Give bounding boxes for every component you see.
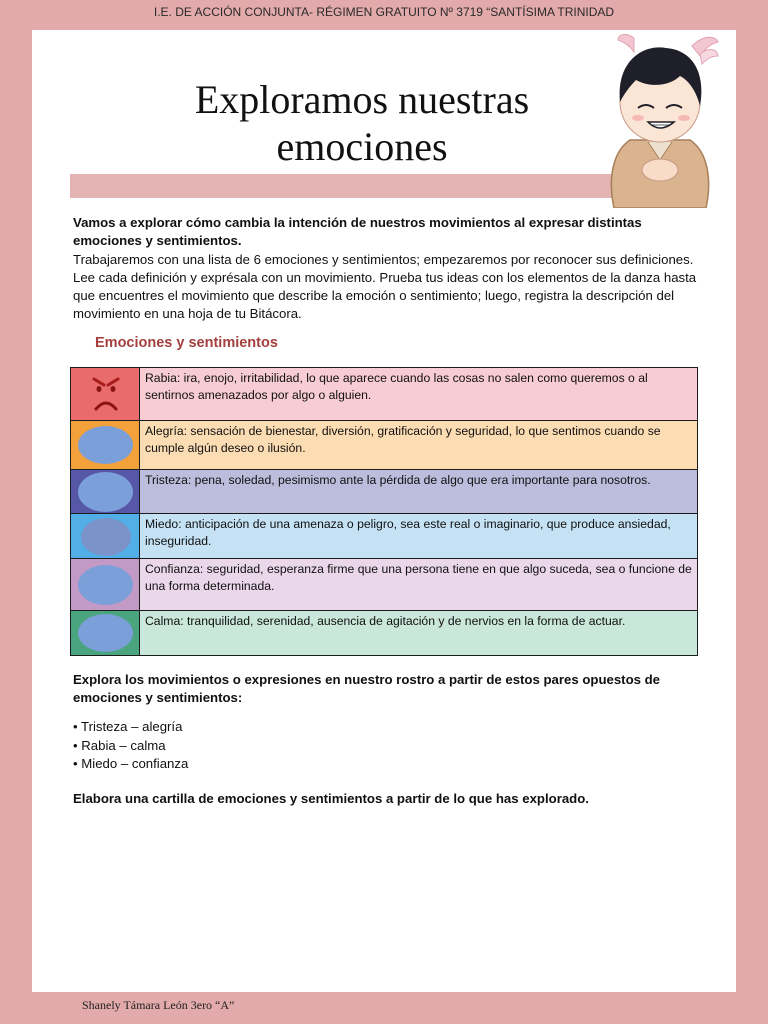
school-header: I.E. DE ACCIÓN CONJUNTA- RÉGIMEN GRATUITO Nº 3719 “SANTÍSIMA TRINIDAD xyxy=(153,5,615,19)
blue-oval-icon xyxy=(78,426,133,464)
student-name-footer: Shanely Támara León 3ero “A” xyxy=(82,998,235,1012)
blue-oval-icon xyxy=(78,565,133,605)
emotions-table xyxy=(70,367,698,656)
emotion-icon-cell xyxy=(71,421,140,470)
emotion-icon-cell xyxy=(71,611,140,656)
emotion-definition: Alegría: sensación de bienestar, diversión, gratificación y seguridad, lo que sentimos cuando se cumple algún deseo o ilusión. xyxy=(140,421,698,470)
task-instruction: Elabora una cartilla de emociones y sentimientos a partir de lo que has explorado. xyxy=(73,791,589,806)
emotion-definition: Calma: tranquilidad, serenidad, ausencia de agitación y de nervios en la forma de actuar. xyxy=(140,611,698,656)
emotion-row-rabia xyxy=(71,368,698,421)
blue-oval-icon xyxy=(78,472,133,512)
section-title: Emociones y sentimientos xyxy=(95,335,278,351)
list-item: • Rabia – calma xyxy=(73,737,166,753)
opposite-pairs-list xyxy=(73,718,188,774)
angry-face-icon xyxy=(82,371,130,416)
intro-body-text: Trabajaremos con una lista de 6 emociones y sentimientos; empezaremos por reconocer sus definiciones. Lee cada definición y exprésala con un movimiento. Prueba tus ideas con los elementos de la danza hasta que encuentres el movimiento que describe la emoción o sentimiento; luego, registra la descripción del movimiento en una hoja de tu Bitácora. xyxy=(73,251,697,322)
emotion-row-tristeza xyxy=(71,470,698,514)
intro-bold-text: Vamos a explorar cómo cambia la intención de nuestros movimientos al expresar distintas emociones y sentimientos. xyxy=(73,215,642,249)
title-line-2: emociones xyxy=(276,124,448,169)
worksheet-page xyxy=(32,30,736,992)
emotion-row-alegria xyxy=(71,421,698,470)
explore-instruction: Explora los movimientos o expresiones en nuestro rostro a partir de estos pares opuestos de emociones y sentimientos: xyxy=(73,672,661,706)
chibi-character-illustration xyxy=(600,30,720,208)
list-item: • Miedo – confianza xyxy=(73,756,189,772)
page-title xyxy=(32,76,692,170)
emotion-icon-cell xyxy=(71,368,140,421)
emotion-definition: Tristeza: pena, soledad, pesimismo ante la pérdida de algo que era importante para nosotros. xyxy=(140,470,698,514)
intro-paragraph xyxy=(73,214,713,324)
emotion-row-calma xyxy=(71,611,698,656)
emotion-icon-cell xyxy=(71,470,140,514)
emotion-definition: Confianza: seguridad, esperanza firme que una persona tiene en que algo suceda, sea o funcione de una forma determinada. xyxy=(140,559,698,611)
blue-oval-icon xyxy=(81,518,131,556)
emotion-icon-cell xyxy=(71,559,140,611)
emotion-row-miedo xyxy=(71,514,698,559)
title-line-1: Exploramos nuestras xyxy=(194,77,530,122)
emotion-definition: Rabia: ira, enojo, irritabilidad, lo que aparece cuando las cosas no salen como queremos o al sentirnos amenazados por algo o alguien. xyxy=(140,368,698,421)
list-item: • Tristeza – alegría xyxy=(73,719,183,734)
emotion-row-confianza xyxy=(71,559,698,611)
emotion-definition: Miedo: anticipación de una amenaza o peligro, sea este real o imaginario, que produce ansiedad, inseguridad. xyxy=(140,514,698,559)
blue-oval-icon xyxy=(78,614,133,652)
emotion-icon-cell xyxy=(71,514,140,559)
